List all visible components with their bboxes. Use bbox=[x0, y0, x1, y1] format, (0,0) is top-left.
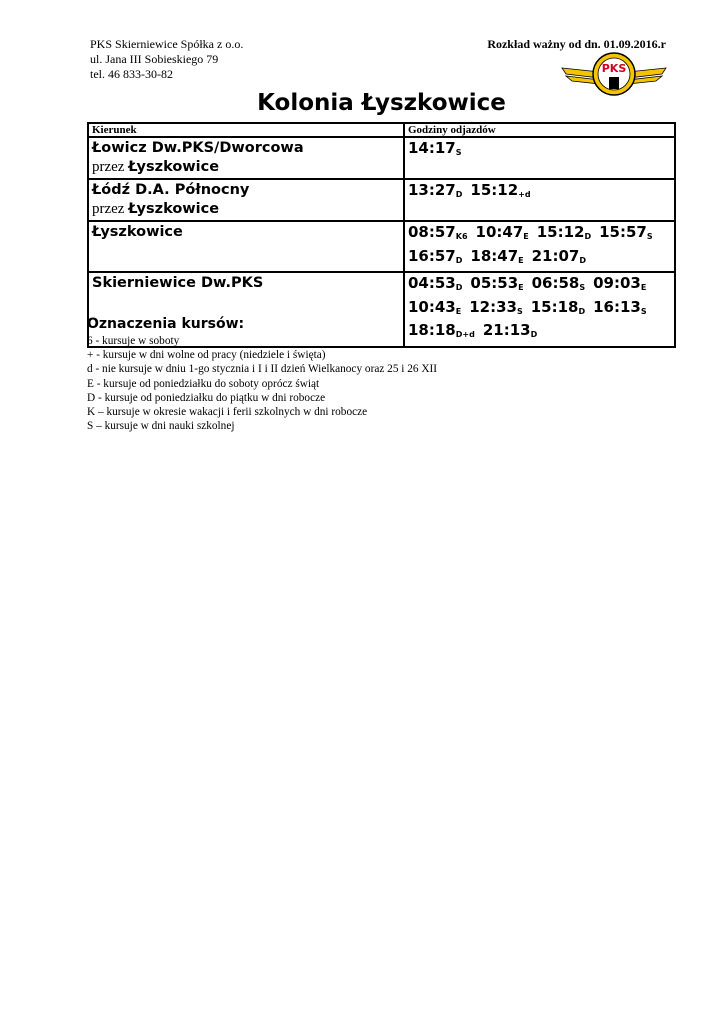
departure-time: 18:18 bbox=[408, 321, 456, 339]
course-code: K6 bbox=[455, 232, 468, 241]
destination-name: Łyszkowice bbox=[92, 224, 183, 240]
course-code: D bbox=[530, 330, 538, 339]
departure bbox=[408, 223, 468, 247]
departure bbox=[599, 223, 653, 247]
via-word: przez bbox=[92, 201, 125, 217]
table-row bbox=[88, 137, 675, 179]
header-direction: Kierunek bbox=[88, 123, 404, 137]
departure bbox=[408, 247, 462, 271]
destination-name: Łódź D.A. Północny bbox=[92, 182, 250, 198]
departure-time: 21:13 bbox=[482, 321, 531, 339]
departures-line bbox=[408, 181, 671, 205]
departures-line bbox=[408, 298, 671, 322]
departure-time: 15:12 bbox=[470, 181, 519, 199]
departure-time: 05:53 bbox=[470, 274, 519, 292]
departures-line bbox=[408, 274, 671, 298]
departure bbox=[483, 321, 537, 345]
departure-time: 09:03 bbox=[593, 274, 641, 292]
course-code: D bbox=[584, 232, 592, 241]
departure bbox=[476, 223, 529, 247]
departure-time: 08:57 bbox=[408, 223, 456, 241]
company-address: ul. Jana III Sobieskiego 79 bbox=[90, 52, 219, 66]
departures-cell bbox=[404, 221, 675, 272]
departure bbox=[532, 274, 586, 298]
destination-name: Skierniewice Dw.PKS bbox=[92, 275, 264, 291]
departure bbox=[469, 298, 523, 322]
direction-cell bbox=[88, 179, 404, 221]
departure bbox=[408, 298, 461, 322]
company-phone: tel. 46 833-30-82 bbox=[90, 67, 173, 81]
departure bbox=[537, 223, 591, 247]
departure-time: 14:17 bbox=[408, 139, 456, 157]
page-title: Kolonia Łyszkowice bbox=[257, 90, 506, 116]
departure bbox=[593, 274, 646, 298]
departure-time: 15:57 bbox=[599, 223, 647, 241]
course-code: E bbox=[523, 232, 529, 241]
validity-note: Rozkład ważny od dn. 01.09.2016.r bbox=[487, 37, 666, 51]
departure-time: 15:18 bbox=[530, 297, 579, 316]
company-info bbox=[90, 37, 243, 82]
legend-item: + - kursuje w dni wolne od pracy (niedziele i święta) bbox=[87, 349, 326, 362]
departures-cell bbox=[404, 137, 675, 179]
course-code: E bbox=[640, 283, 647, 292]
course-code: S bbox=[646, 232, 653, 241]
table-row bbox=[88, 179, 675, 221]
course-code: D bbox=[455, 255, 463, 265]
via-stop: Łyszkowice bbox=[128, 201, 220, 217]
departure bbox=[470, 247, 523, 271]
departures-line bbox=[408, 321, 671, 345]
course-code: S bbox=[516, 306, 523, 316]
course-code: S bbox=[579, 283, 586, 292]
course-code: D bbox=[578, 306, 586, 316]
header-departures: Godziny odjazdów bbox=[404, 123, 675, 137]
departures-line bbox=[408, 139, 671, 163]
company-name: PKS Skierniewice Spółka z o.o. bbox=[90, 37, 244, 51]
timetable bbox=[87, 122, 676, 348]
legend-item: S – kursuje w dni nauki szkolnej bbox=[87, 420, 235, 433]
course-code: D bbox=[579, 255, 586, 265]
departure bbox=[532, 247, 586, 271]
legend-title: Oznaczenia kursów: bbox=[87, 316, 245, 332]
departures-line bbox=[408, 223, 671, 247]
departure-time: 15:12 bbox=[536, 223, 585, 241]
departure bbox=[593, 298, 647, 322]
direction-cell bbox=[88, 221, 404, 272]
departure-time: 21:07 bbox=[531, 246, 580, 265]
direction-cell bbox=[88, 137, 404, 179]
departure-time: 06:58 bbox=[531, 274, 580, 292]
course-code: D bbox=[455, 190, 463, 199]
destination-name: Łowicz Dw.PKS/Dworcowa bbox=[92, 140, 304, 156]
departure bbox=[470, 274, 523, 298]
legend-item: K – kursuje w okresie wakacji i ferii szkolnych w dni robocze bbox=[87, 406, 368, 419]
via-line bbox=[92, 200, 400, 219]
via-word: przez bbox=[92, 159, 125, 175]
logo-text: PKS bbox=[601, 62, 627, 75]
departure bbox=[408, 139, 462, 163]
departure-time: 16:57 bbox=[408, 246, 456, 265]
departure-time: 04:53 bbox=[408, 274, 456, 292]
course-code: S bbox=[455, 148, 462, 157]
course-code: D bbox=[455, 283, 463, 292]
via-line bbox=[92, 158, 400, 177]
departures-cell bbox=[404, 272, 675, 347]
departure bbox=[408, 181, 462, 205]
course-code: D+d bbox=[455, 330, 475, 339]
departure-time: 13:27 bbox=[408, 181, 456, 199]
legend-list bbox=[87, 334, 437, 433]
departure bbox=[531, 298, 585, 322]
course-code: E bbox=[455, 306, 462, 316]
departure bbox=[470, 181, 530, 205]
departures-cell bbox=[404, 179, 675, 221]
legend-item: 6 - kursuje w soboty bbox=[87, 335, 180, 347]
departure-time: 10:43 bbox=[408, 297, 456, 316]
departure bbox=[408, 274, 462, 298]
table-row bbox=[88, 221, 675, 272]
legend-item: D - kursuje od poniedziałku do piątku w dni robocze bbox=[87, 391, 326, 404]
departure-time: 18:47 bbox=[470, 246, 519, 265]
departure-time: 12:33 bbox=[469, 297, 517, 316]
departure-time: 16:13 bbox=[593, 297, 641, 316]
course-code: +d bbox=[518, 190, 531, 199]
course-code: E bbox=[518, 255, 524, 265]
legend-item: E - kursuje od poniedziałku do soboty oprócz świąt bbox=[87, 377, 320, 390]
via-stop: Łyszkowice bbox=[128, 159, 220, 175]
legend-item: d - nie kursuje w dniu 1-go stycznia i I i II dzień Wielkanocy oraz 25 i 26 XII bbox=[87, 363, 438, 376]
course-code: S bbox=[640, 306, 647, 316]
course-code: E bbox=[518, 283, 524, 292]
departures-line bbox=[408, 247, 671, 271]
departure-time: 10:47 bbox=[475, 223, 524, 241]
